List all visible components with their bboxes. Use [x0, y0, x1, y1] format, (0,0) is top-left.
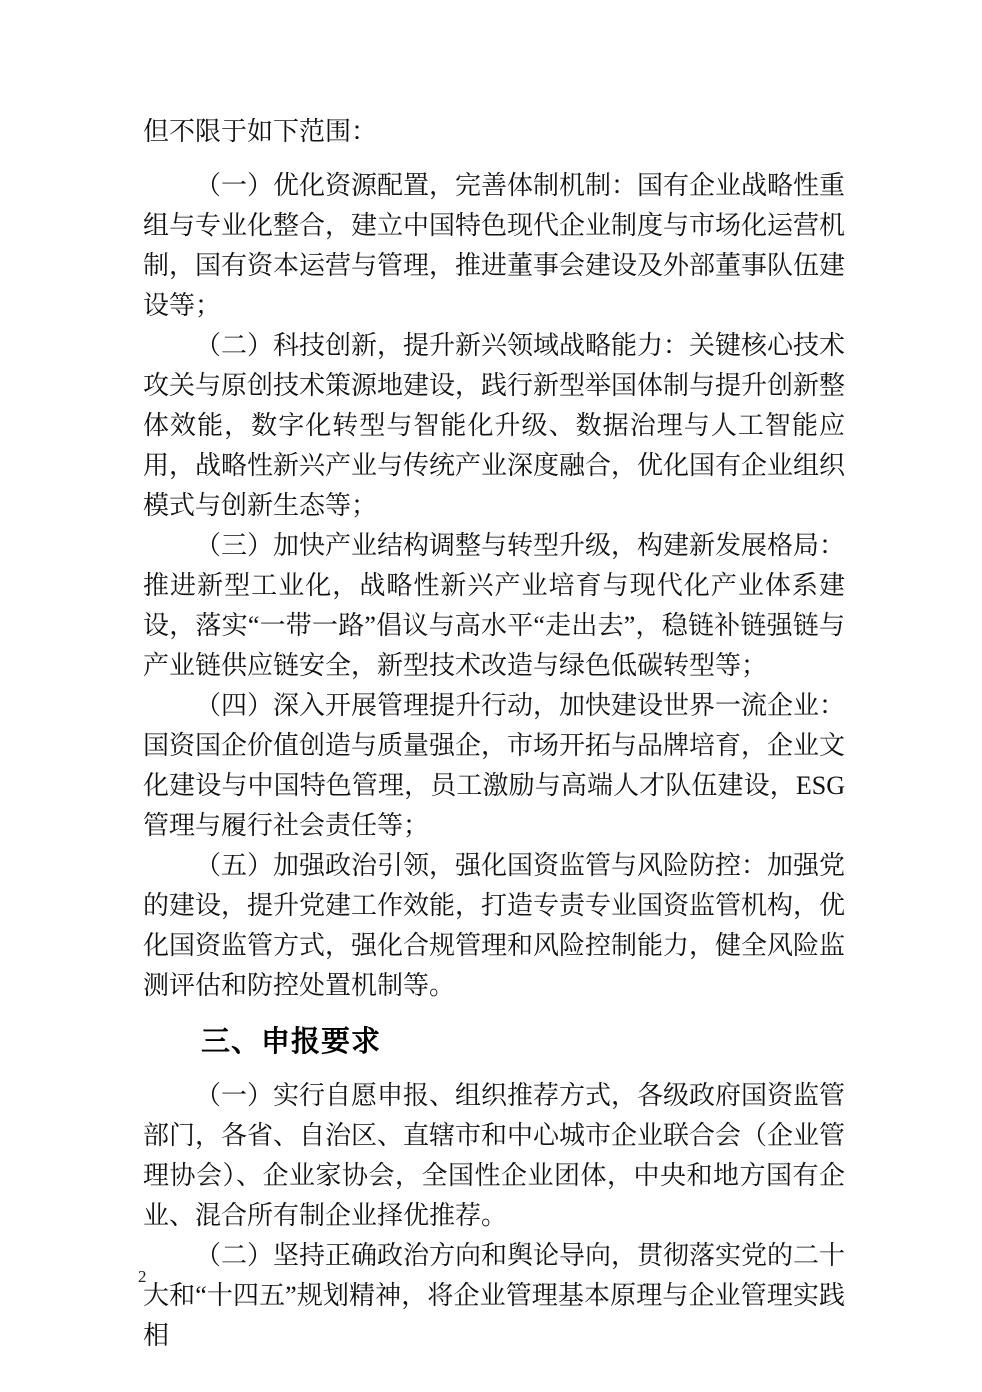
- paragraph-scope-item-1: （一）优化资源配置，完善体制机制：国有企业战略性重组与专业化整合，建立中国特色现代企业制度与市场化运营机制，国有资本运营与管理，推进董事会建设及外部董事队伍建设等；: [143, 171, 846, 320]
- paragraph-scope-item-2: （二）科技创新，提升新兴领域战略能力：关键核心技术攻关与原创技术策源地建设，践行新型举国体制与提升创新整体效能，数字化转型与智能化升级、数据治理与人工智能应用，战略性新兴产业与传统产业深度融合，优化国有企业组织模式与创新生态等；: [143, 331, 846, 520]
- paragraph-requirement-item-2: （二）坚持正确政治方向和舆论导向，贯彻落实党的二十大和“十四五”规划精神，将企业管理基本原理与企业管理实践相: [143, 1241, 846, 1350]
- paragraph-scope-item-4: （四）深入开展管理提升行动，加快建设世界一流企业：国资国企价值创造与质量强企，市场开拓与品牌培育，企业文化建设与中国特色管理，员工激励与高端人才队伍建设，ESG 管理与履行社会责任等；: [143, 691, 846, 840]
- paragraph-intro: 但不限于如下范围：: [143, 117, 378, 146]
- paragraph-requirement-item-1: （一）实行自愿申报、组织推荐方式，各级政府国资监管部门，各省、自治区、直辖市和中心城市企业联合会（企业管理协会）、企业家协会，全国性企业团体，中央和地方国有企业、混合所有制企业择优推荐。: [143, 1081, 846, 1230]
- section-heading-application-requirements: 三、申报要求: [201, 1026, 382, 1058]
- document-body: [143, 112, 845, 1356]
- paragraph-scope-item-5: （五）加强政治引领，强化国资监管与风险防控：加强党的建设，提升党建工作效能，打造专责专业国资监管机构，优化国资监管方式，强化合规管理和风险控制能力，健全风险监测评估和防控处置机制等。: [143, 851, 846, 1000]
- page-number: 2: [138, 1267, 147, 1286]
- paragraph-scope-item-3: （三）加快产业结构调整与转型升级，构建新发展格局：推进新型工业化，战略性新兴产业培育与现代化产业体系建设，落实“一带一路”倡议与高水平“走出去”，稳链补链强链与产业链供应链安全，新型技术改造与绿色低碳转型等；: [143, 531, 846, 680]
